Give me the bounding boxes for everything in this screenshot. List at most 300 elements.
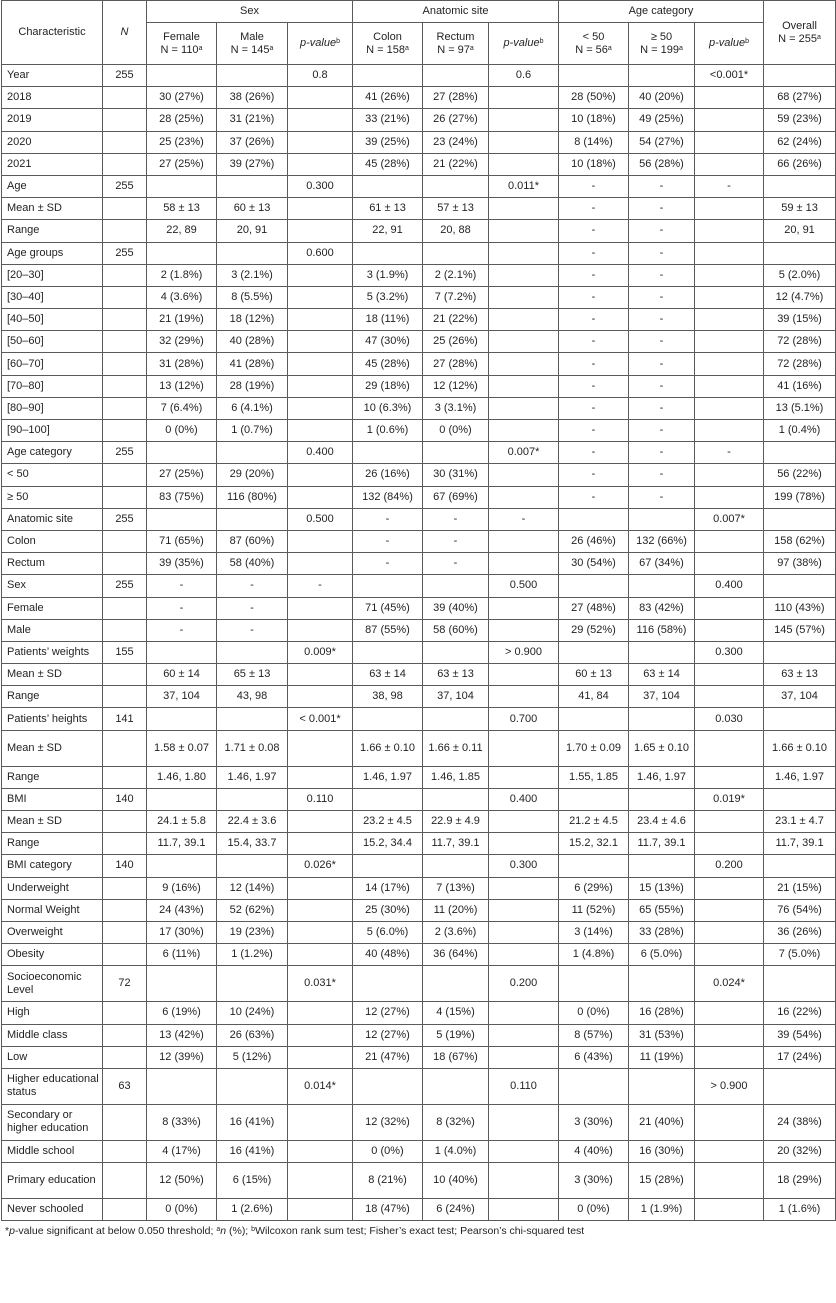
row-n: 72 [103,966,147,1002]
under-50-cell: 27 (48%) [559,597,629,619]
50-plus-cell: - [629,175,695,197]
rectum-label: Rectum [436,30,475,43]
site-pvalue-cell [489,730,559,766]
table-row [2,1104,836,1140]
male-cell: 37 (26%) [217,131,288,153]
50-plus-cell: 11 (19%) [629,1046,695,1068]
site-pvalue-cell: 0.400 [489,788,559,810]
male-cell: 58 (40%) [217,553,288,575]
colon-cell: 14 (17%) [353,877,423,899]
sex-pvalue-cell: 0.400 [288,442,353,464]
table-row [2,899,836,921]
age-pvalue-cell: 0.024* [695,966,764,1002]
table-row [2,309,836,331]
rectum-cell [423,641,489,663]
age-pvalue-cell: 0.200 [695,855,764,877]
row-label: [40–50] [2,309,103,331]
male-cell: 1.71 ± 0.08 [217,730,288,766]
age-pvalue-cell: > 0.900 [695,1068,764,1104]
rectum-cell: 36 (64%) [423,944,489,966]
sex-pvalue-cell [288,220,353,242]
colon-cell [353,175,423,197]
50-plus-cell [629,966,695,1002]
row-n [103,1199,147,1221]
site-pvalue-cell [489,766,559,788]
sex-pvalue-cell [288,397,353,419]
rectum-cell: 1.46, 1.85 [423,766,489,788]
overall-cell: 59 ± 13 [764,198,836,220]
sex-pvalue-cell: 0.500 [288,508,353,530]
site-pvalue-cell [489,286,559,308]
female-cell: 27 (25%) [147,153,217,175]
table-row [2,486,836,508]
age-pvalue-cell [695,597,764,619]
colon-cell: 87 (55%) [353,619,423,641]
rectum-cell: 0 (0%) [423,420,489,442]
under-50-cell [559,1068,629,1104]
sex-pvalue-cell: 0.600 [288,242,353,264]
table-row [2,331,836,353]
50-plus-cell: 63 ± 14 [629,664,695,686]
table-row [2,353,836,375]
row-label: Higher educational status [2,1068,103,1104]
row-n: 140 [103,788,147,810]
overall-cell: 76 (54%) [764,899,836,921]
rectum-cell: 22.9 ± 4.9 [423,811,489,833]
row-n [103,1024,147,1046]
row-n [103,730,147,766]
table-row [2,788,836,810]
site-pvalue-cell [489,686,559,708]
sex-pvalue-cell [288,597,353,619]
site-pvalue-cell [489,811,559,833]
50-plus-cell: 15 (13%) [629,877,695,899]
under-50-cell: 28 (50%) [559,87,629,109]
male-cell [217,708,288,730]
site-pvalue-cell: > 0.900 [489,641,559,663]
site-pvalue-cell [489,1024,559,1046]
under-50-cell: 29 (52%) [559,619,629,641]
50-plus-cell: 54 (27%) [629,131,695,153]
male-cell [217,855,288,877]
rectum-cell: 27 (28%) [423,87,489,109]
female-cell: 6 (11%) [147,944,217,966]
female-cell: 7 (6.4%) [147,397,217,419]
sex-pvalue-cell [288,309,353,331]
site-pvalue-cell [489,464,559,486]
50-plus-cell: 15 (28%) [629,1163,695,1199]
site-pvalue-cell [489,242,559,264]
row-label: [50–60] [2,331,103,353]
row-n [103,486,147,508]
male-cell: 6 (15%) [217,1163,288,1199]
row-n: 155 [103,641,147,663]
row-label: Middle class [2,1024,103,1046]
row-label: [90–100] [2,420,103,442]
age-pvalue-cell [695,921,764,943]
n-header: N [103,1,147,65]
50-plus-cell: 16 (30%) [629,1140,695,1162]
colon-cell: 41 (26%) [353,87,423,109]
overall-cell: 21 (15%) [764,877,836,899]
rectum-cell: 67 (69%) [423,486,489,508]
50-plus-cell: 49 (25%) [629,109,695,131]
male-cell: 16 (41%) [217,1140,288,1162]
under-50-cell: 8 (57%) [559,1024,629,1046]
sex-pvalue-cell [288,420,353,442]
age-pvalue-cell [695,664,764,686]
male-cell: 3 (2.1%) [217,264,288,286]
under-50-cell [559,508,629,530]
under-50-cell: 26 (46%) [559,530,629,552]
overall-cell: 12 (4.7%) [764,286,836,308]
table-row [2,530,836,552]
male-cell [217,65,288,87]
female-cell [147,641,217,663]
rectum-n: N = 97 [437,43,470,56]
50-plus-cell: 11.7, 39.1 [629,833,695,855]
site-pvalue-cell [489,397,559,419]
female-cell [147,1068,217,1104]
row-n [103,686,147,708]
male-cell [217,641,288,663]
under-50-cell [559,966,629,1002]
row-n: 255 [103,575,147,597]
female-cell: 2 (1.8%) [147,264,217,286]
under-50-cell: - [559,175,629,197]
female-cell: 24.1 ± 5.8 [147,811,217,833]
sex-pvalue-cell [288,153,353,175]
row-n [103,198,147,220]
row-label: Year [2,65,103,87]
row-n [103,597,147,619]
row-n [103,109,147,131]
female-cell: 27 (25%) [147,464,217,486]
sex-pvalue-cell [288,353,353,375]
row-n [103,899,147,921]
under-50-cell: 1.55, 1.85 [559,766,629,788]
under-50-cell: - [559,353,629,375]
colon-cell: 18 (11%) [353,309,423,331]
colon-cell: 29 (18%) [353,375,423,397]
row-label: ≥ 50 [2,486,103,508]
sex-pvalue-cell [288,1199,353,1221]
table-row [2,375,836,397]
age-pvalue-cell [695,1046,764,1068]
under-50-cell: - [559,264,629,286]
table-row [2,1068,836,1104]
overall-cell [764,641,836,663]
row-n [103,766,147,788]
colon-cell: 63 ± 14 [353,664,423,686]
footnote-part3: Wilcoxon rank sum test; Fisher’s exact test; Pearson’s chi-squared test [255,1225,585,1238]
50-plus-cell: 33 (28%) [629,921,695,943]
female-cell: 1.46, 1.80 [147,766,217,788]
colon-cell: 10 (6.3%) [353,397,423,419]
age-pvalue-cell [695,220,764,242]
sex-pvalue-header [288,23,353,65]
footnote-sup-a: a [216,1226,221,1234]
female-cell [147,788,217,810]
male-cell: 6 (4.1%) [217,397,288,419]
age-pvalue-cell: <0.001* [695,65,764,87]
under-50-cell [559,641,629,663]
age-pvalue-cell [695,811,764,833]
colon-cell: 12 (27%) [353,1024,423,1046]
under-50-cell: - [559,242,629,264]
male-cell: 16 (41%) [217,1104,288,1140]
overall-cell: 56 (22%) [764,464,836,486]
footnote-sup-b: b [251,1226,256,1234]
age-pvalue-cell [695,242,764,264]
table-row [2,944,836,966]
table-row [2,553,836,575]
male-cell: 87 (60%) [217,530,288,552]
site-pvalue-cell [489,264,559,286]
age-pvalue-cell [695,553,764,575]
age-pvalue-header [695,23,764,65]
50-plus-cell: - [629,198,695,220]
sex-pvalue-cell [288,331,353,353]
sex-pvalue-cell [288,619,353,641]
overall-cell: 23.1 ± 4.7 [764,811,836,833]
colon-cell: 12 (32%) [353,1104,423,1140]
colon-cell: 132 (84%) [353,486,423,508]
site-pvalue-cell [489,375,559,397]
sex-pvalue-cell [288,87,353,109]
female-cell [147,966,217,1002]
sex-pvalue-cell [288,109,353,131]
age-pvalue-cell: 0.007* [695,508,764,530]
row-n [103,619,147,641]
site-pvalue-cell [489,1104,559,1140]
overall-cell [764,65,836,87]
table-row [2,508,836,530]
site-pvalue-cell [489,220,559,242]
sex-pvalue-cell: 0.110 [288,788,353,810]
under-50-cell: - [559,420,629,442]
table-row [2,966,836,1002]
rectum-cell: 11.7, 39.1 [423,833,489,855]
site-pvalue-cell [489,877,559,899]
table-body [2,65,836,1221]
row-n [103,1140,147,1162]
table-row [2,597,836,619]
site-pvalue-cell: 0.200 [489,966,559,1002]
table-row [2,1140,836,1162]
footnote-n: n [220,1225,227,1238]
row-label: Low [2,1046,103,1068]
sex-pvalue-cell [288,486,353,508]
sex-pvalue-cell [288,464,353,486]
age-pvalue-cell [695,131,764,153]
sex-pvalue-cell [288,1046,353,1068]
overall-cell [764,708,836,730]
site-pvalue-cell [489,420,559,442]
under-50-cell [559,708,629,730]
female-cell: 4 (3.6%) [147,286,217,308]
under-50-cell: - [559,442,629,464]
sex-pvalue-cell [288,264,353,286]
colon-cell: 26 (16%) [353,464,423,486]
rectum-cell [423,442,489,464]
under-50-cell: 0 (0%) [559,1199,629,1221]
male-cell: - [217,575,288,597]
overall-cell: 16 (22%) [764,1002,836,1024]
under-50-cell: - [559,220,629,242]
row-n: 255 [103,442,147,464]
rectum-cell [423,65,489,87]
table-row [2,87,836,109]
overall-cell [764,855,836,877]
site-pvalue-cell [489,87,559,109]
table-row [2,109,836,131]
50-plus-cell: - [629,442,695,464]
table-row [2,286,836,308]
under-50-cell [559,788,629,810]
male-cell: 18 (12%) [217,309,288,331]
age-pvalue-cell [695,619,764,641]
colon-n: N = 158 [366,43,405,56]
under-50-cell: - [559,397,629,419]
superscript-a: a [816,33,821,41]
overall-cell: 62 (24%) [764,131,836,153]
row-n [103,220,147,242]
male-cell [217,442,288,464]
under-50-n: N = 56 [575,43,608,56]
table-row [2,1199,836,1221]
female-cell [147,442,217,464]
50-plus-cell [629,65,695,87]
under-50-cell: 11 (52%) [559,899,629,921]
overall-cell [764,442,836,464]
row-label: Underweight [2,877,103,899]
age-pvalue-cell [695,87,764,109]
row-label: Obesity [2,944,103,966]
50-plus-cell: - [629,331,695,353]
female-cell: 30 (27%) [147,87,217,109]
overall-cell: 1 (1.6%) [764,1199,836,1221]
age-pvalue-cell [695,530,764,552]
male-cell: 41 (28%) [217,353,288,375]
female-cell: - [147,619,217,641]
overall-cell: 68 (27%) [764,87,836,109]
female-cell: 58 ± 13 [147,198,217,220]
pvalue-label: p-value [503,37,540,49]
female-cell: 37, 104 [147,686,217,708]
colon-cell: 71 (45%) [353,597,423,619]
age-pvalue-cell [695,353,764,375]
row-label: Anatomic site [2,508,103,530]
sex-pvalue-cell [288,1104,353,1140]
row-label: High [2,1002,103,1024]
male-cell: 1 (0.7%) [217,420,288,442]
50-plus-cell: - [629,375,695,397]
site-pvalue-cell: 0.500 [489,575,559,597]
site-pvalue-header [489,23,559,65]
under-50-cell: 3 (14%) [559,921,629,943]
table-row [2,1002,836,1024]
sex-pvalue-cell [288,686,353,708]
rectum-cell: 23 (24%) [423,131,489,153]
under-50-cell: 30 (54%) [559,553,629,575]
50-plus-cell: 132 (66%) [629,530,695,552]
female-cell: 39 (35%) [147,553,217,575]
row-label: [80–90] [2,397,103,419]
row-label: Range [2,220,103,242]
row-label: Male [2,619,103,641]
male-label: Male [240,30,264,43]
colon-cell: 0 (0%) [353,1140,423,1162]
female-cell: 12 (39%) [147,1046,217,1068]
table-header [2,1,836,65]
overall-cell [764,175,836,197]
colon-cell: 15.2, 34.4 [353,833,423,855]
female-cell: 11.7, 39.1 [147,833,217,855]
age-pvalue-cell [695,730,764,766]
female-cell: 12 (50%) [147,1163,217,1199]
male-cell: - [217,619,288,641]
sex-pvalue-cell [288,921,353,943]
colon-cell: 21 (47%) [353,1046,423,1068]
under-50-cell [559,855,629,877]
superscript-a: a [678,44,683,52]
superscript-b: b [539,38,544,45]
male-cell [217,1068,288,1104]
site-pvalue-cell [489,309,559,331]
overall-n: N = 255 [778,32,817,45]
50-plus-cell: - [629,220,695,242]
colon-cell: - [353,508,423,530]
row-label: Patients’ heights [2,708,103,730]
female-cell: 1.58 ± 0.07 [147,730,217,766]
rectum-cell: 27 (28%) [423,353,489,375]
colon-cell [353,708,423,730]
female-cell [147,855,217,877]
row-label: Female [2,597,103,619]
overall-cell: 39 (54%) [764,1024,836,1046]
row-n [103,331,147,353]
row-n [103,1104,147,1140]
sex-pvalue-cell [288,877,353,899]
50-plus-cell: 16 (28%) [629,1002,695,1024]
50-plus-cell: 65 (55%) [629,899,695,921]
rectum-cell: - [423,553,489,575]
male-cell: 29 (20%) [217,464,288,486]
sex-pvalue-cell [288,664,353,686]
table-row [2,877,836,899]
row-n: 255 [103,65,147,87]
site-pvalue-cell [489,899,559,921]
row-n: 141 [103,708,147,730]
male-cell: 19 (23%) [217,921,288,943]
age-pvalue-cell: 0.030 [695,708,764,730]
50-plus-cell [629,788,695,810]
row-n [103,353,147,375]
rectum-cell: - [423,508,489,530]
female-cell: 25 (23%) [147,131,217,153]
colon-cell [353,242,423,264]
colon-cell [353,442,423,464]
table-row [2,131,836,153]
rectum-cell [423,966,489,1002]
under-50-cell: 41, 84 [559,686,629,708]
male-cell: 43, 98 [217,686,288,708]
male-cell: 5 (12%) [217,1046,288,1068]
colon-cell: 38, 98 [353,686,423,708]
male-cell: 1.46, 1.97 [217,766,288,788]
overall-cell: 110 (43%) [764,597,836,619]
